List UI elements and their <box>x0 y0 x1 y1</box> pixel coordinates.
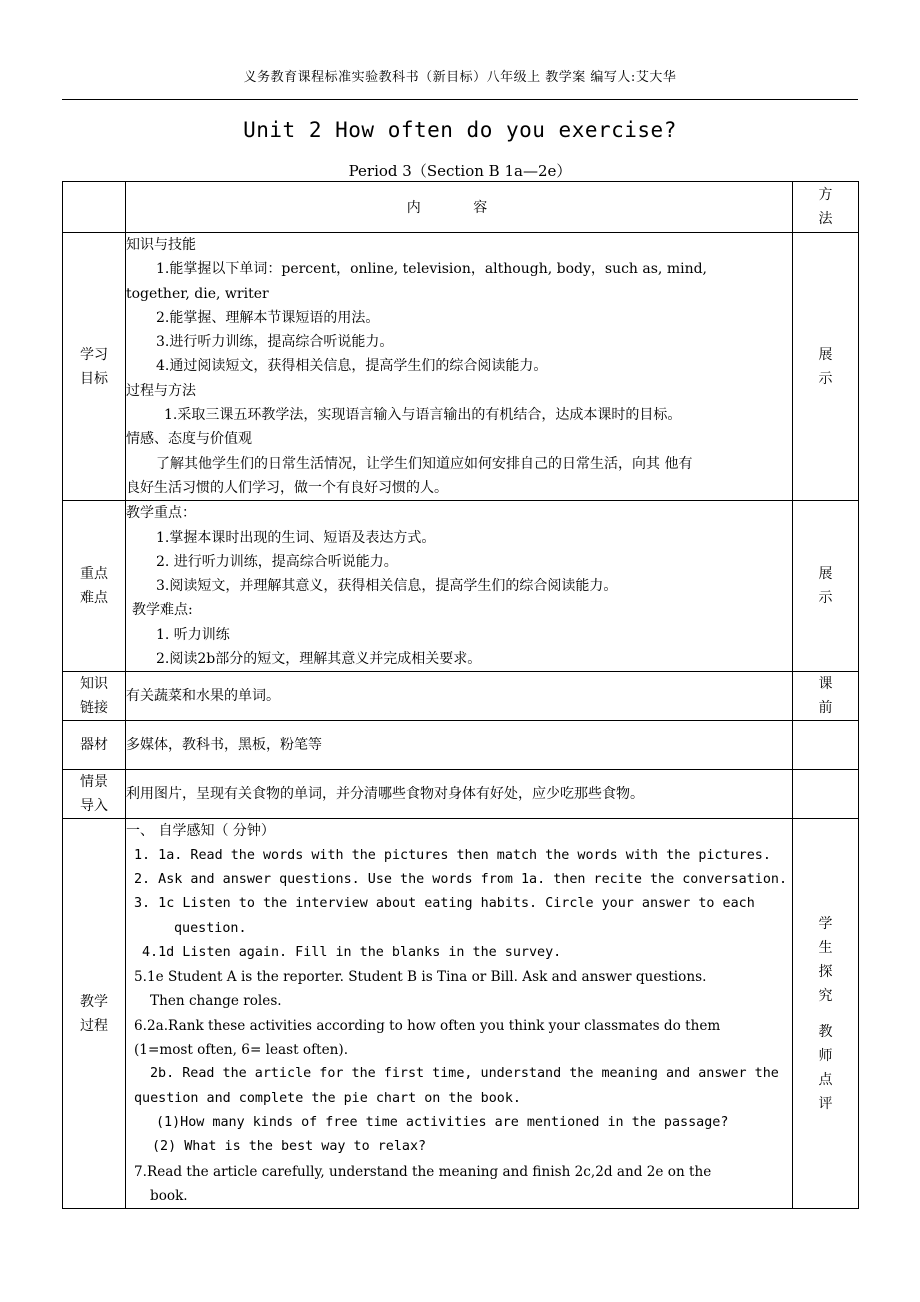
process-line: 4.1d Listen again. Fill in the blanks in the survey. <box>142 944 562 960</box>
row-label-line: 过程 <box>80 1017 108 1034</box>
process-line: 一、 自学感知（ 分钟） <box>126 823 275 840</box>
method-char: 教 <box>818 1023 833 1040</box>
keys-line: 2.阅读2b部分的短文，理解其意义并完成相关要求。 <box>156 651 482 668</box>
method-char: 究 <box>818 987 833 1004</box>
process-line: Then change roles. <box>150 993 282 1010</box>
row-label-line: 教学 <box>80 993 108 1010</box>
row-label-line: 情景 <box>80 774 108 791</box>
process-method <box>793 819 859 1209</box>
process-line: book. <box>150 1187 188 1204</box>
goals-method <box>793 233 859 501</box>
page-title: Unit 2 How often do you exercise? <box>243 118 677 142</box>
materials-label <box>63 721 126 770</box>
method-char: 展 <box>818 566 833 583</box>
keys-line: 1.掌握本课时出现的生词、短语及表达方式。 <box>156 529 436 546</box>
method-spacer <box>793 1008 858 1020</box>
method-char: 学 <box>818 915 833 932</box>
header-rule <box>62 99 858 100</box>
row-label-line: 导入 <box>80 798 108 815</box>
goals-line: 3.进行听力训练，提高综合听说能力。 <box>156 334 394 351</box>
materials-text: 多媒体，教科书，黑板，粉笔等 <box>126 737 322 754</box>
intro-content <box>126 770 793 819</box>
process-line: (1=most often, 6= least often). <box>134 1042 349 1059</box>
row-label-line: 器材 <box>80 737 108 754</box>
method-char: 课 <box>818 676 833 693</box>
process-line: (2) What is the best way to relax? <box>152 1139 427 1155</box>
process-line: 3. 1c Listen to the interview about eating habits. Circle your answer to each <box>134 896 755 912</box>
process-row <box>63 819 859 1209</box>
method-char: 点 <box>818 1071 833 1088</box>
method-char: 示 <box>818 370 833 387</box>
method-char: 生 <box>818 939 833 956</box>
process-line: 2b. Read the article for the first time, understand the meaning and answer the <box>150 1066 779 1082</box>
goals-line: 过程与方法 <box>126 382 196 399</box>
page-header: 义务教育课程标准实验教科书（新目标）八年级上 教学案 编写人:艾大华 <box>243 70 677 85</box>
keys-line: 3.阅读短文，并理解其意义，获得相关信息，提高学生们的综合阅读能力。 <box>156 578 618 595</box>
goals-row <box>63 233 859 501</box>
intro-method <box>793 770 859 819</box>
materials-method <box>793 721 859 770</box>
links-row <box>63 672 859 721</box>
keys-content <box>126 501 793 672</box>
goals-content <box>126 233 793 501</box>
lesson-plan-table <box>62 181 859 1209</box>
goals-line: 了解其他学生们的日常生活情况，让学生们知道应如何安排自己的日常生活，向其 他有 <box>156 455 693 472</box>
materials-content <box>126 721 793 770</box>
method-heading-char: 方 <box>818 187 833 203</box>
process-line: 6.2a.Rank these activities according to how often you think your classmates do them <box>134 1017 721 1034</box>
row-label-line: 重点 <box>80 566 108 583</box>
goals-line: 1.能掌握以下单词：percent，online, television，although, body，such as, mind, <box>156 261 708 278</box>
method-char: 师 <box>818 1047 833 1064</box>
process-line: 5.1e Student A is the reporter. Student B is Tina or Bill. Ask and answer questions. <box>134 969 707 986</box>
intro-label <box>63 770 126 819</box>
process-line: 1. 1a. Read the words with the pictures then match the words with the pictures. <box>134 847 771 863</box>
keys-line: 1. 听力训练 <box>156 626 230 643</box>
goals-line: 良好生活习惯的人们学习，做一个有良好习惯的人。 <box>126 479 448 496</box>
keys-label <box>63 501 126 672</box>
method-char: 评 <box>818 1095 833 1112</box>
intro-row <box>63 770 859 819</box>
keys-method <box>793 501 859 672</box>
method-char: 探 <box>818 963 833 980</box>
process-label <box>63 819 126 1209</box>
keys-row <box>63 501 859 672</box>
process-line: 7.Read the article carefully, understand the meaning and finish 2c,2d and 2e on the <box>134 1163 712 1180</box>
method-char: 示 <box>818 590 833 607</box>
row-label-line: 难点 <box>80 590 108 607</box>
row-label-line: 知识 <box>80 676 108 693</box>
table-header-row <box>63 182 859 233</box>
keys-line: 教学重点： <box>126 505 196 522</box>
links-method <box>793 672 859 721</box>
goals-line: 1.采取三课五环教学法，实现语言输入与语言输出的有机结合，达成本课时的目标。 <box>164 407 682 424</box>
process-line: (1)How many kinds of free time activities are mentioned in the passage? <box>156 1114 729 1130</box>
materials-row <box>63 721 859 770</box>
method-heading <box>793 182 859 233</box>
keys-line: 教学难点: <box>132 602 193 619</box>
links-content <box>126 672 793 721</box>
row-label-line: 链接 <box>80 700 108 717</box>
goals-line: 知识与技能 <box>126 237 196 253</box>
goals-line: 4.通过阅读短文，获得相关信息，提高学生们的综合阅读能力。 <box>156 358 548 375</box>
content-heading: 内 容 <box>126 182 793 233</box>
process-line: 2. Ask and answer questions. Use the words from 1a. then recite the conversation. <box>134 871 788 887</box>
method-heading-char: 法 <box>818 211 833 227</box>
keys-line: 2. 进行听力训练，提高综合听说能力。 <box>156 553 398 570</box>
intro-text: 利用图片，呈现有关食物的单词，并分清哪些食物对身体有好处，应少吃那些食物。 <box>126 786 644 803</box>
goals-label <box>63 233 126 501</box>
page-subtitle: Period 3（Section B 1a—2e） <box>348 162 572 180</box>
method-char: 展 <box>818 346 833 363</box>
row-label-line: 学习 <box>80 346 108 363</box>
process-content <box>126 819 793 1209</box>
goals-line: 情感、态度与价值观 <box>126 431 252 448</box>
goals-line: 2.能掌握、理解本节课短语的用法。 <box>156 309 380 326</box>
goals-line: together, die, writer <box>126 285 269 302</box>
process-line: question and complete the pie chart on the book. <box>134 1090 521 1106</box>
row-label-line: 目标 <box>80 370 108 387</box>
links-text: 有关蔬菜和水果的单词。 <box>126 688 280 705</box>
links-label <box>63 672 126 721</box>
header-blank-cell <box>63 182 126 233</box>
method-char: 前 <box>818 700 833 717</box>
process-line: question. <box>174 920 247 936</box>
